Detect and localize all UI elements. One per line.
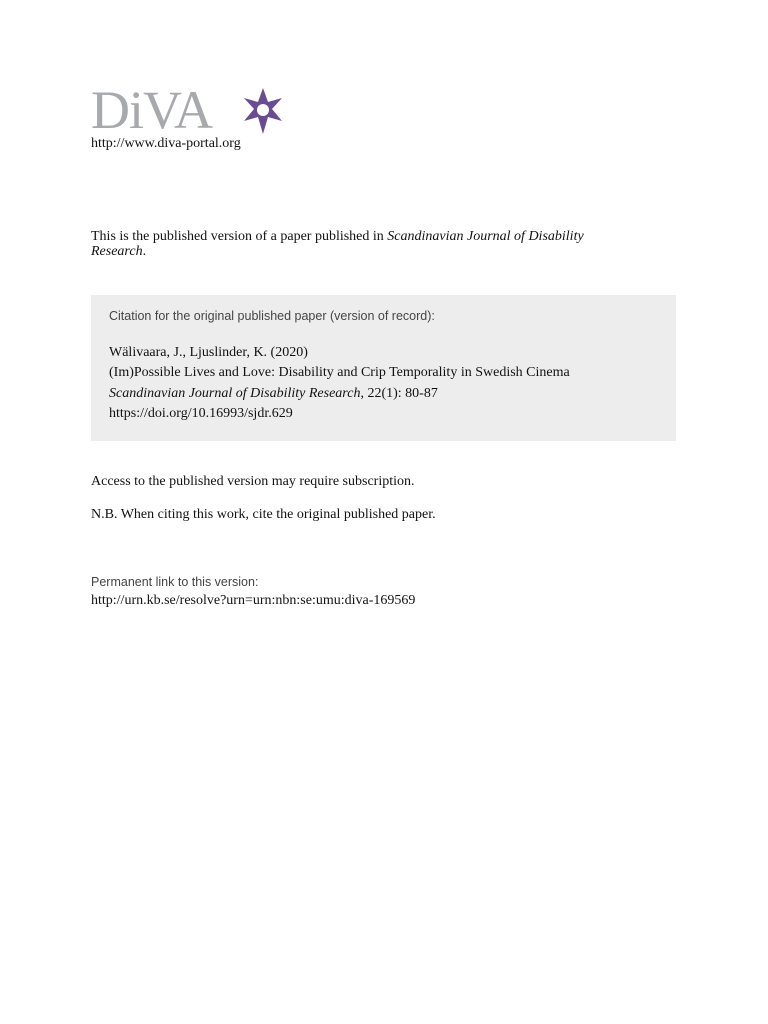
citation-authors: Wälivaara, J., Ljuslinder, K. (2020) <box>109 345 308 360</box>
citation-doi-link[interactable]: https://doi.org/10.16993/sjdr.629 <box>109 406 293 421</box>
intro-journal-line1: Scandinavian Journal of Disability <box>387 229 584 244</box>
star-flower-icon <box>239 88 287 134</box>
citation-volume: , 22(1): 80-87 <box>360 386 438 401</box>
citation-journal-line <box>109 386 438 402</box>
citation-heading: Citation for the original published paper (version of record): <box>109 309 435 323</box>
diva-portal-link[interactable]: http://www.diva-portal.org <box>91 136 241 151</box>
citation-box <box>91 295 676 441</box>
citation-journal: Scandinavian Journal of Disability Research <box>109 386 361 401</box>
diva-logo <box>91 80 291 140</box>
permanent-link-label: Permanent link to this version: <box>91 575 259 589</box>
access-note: Access to the published version may require subscription. <box>91 474 415 489</box>
intro-prefix: This is the published version of a paper published in <box>91 229 388 244</box>
intro-suffix: . <box>142 244 147 259</box>
intro-statement <box>91 229 671 259</box>
permanent-link-url[interactable]: http://urn.kb.se/resolve?urn=urn:nbn:se:umu:diva-169569 <box>91 593 416 608</box>
nb-note: N.B. When citing this work, cite the original published paper. <box>91 507 436 522</box>
intro-journal-line2: Research <box>91 244 143 259</box>
citation-title: (Im)Possible Lives and Love: Disability and Crip Temporality in Swedish Cinema <box>109 365 570 380</box>
logo-wordmark: DiVA <box>91 80 213 140</box>
